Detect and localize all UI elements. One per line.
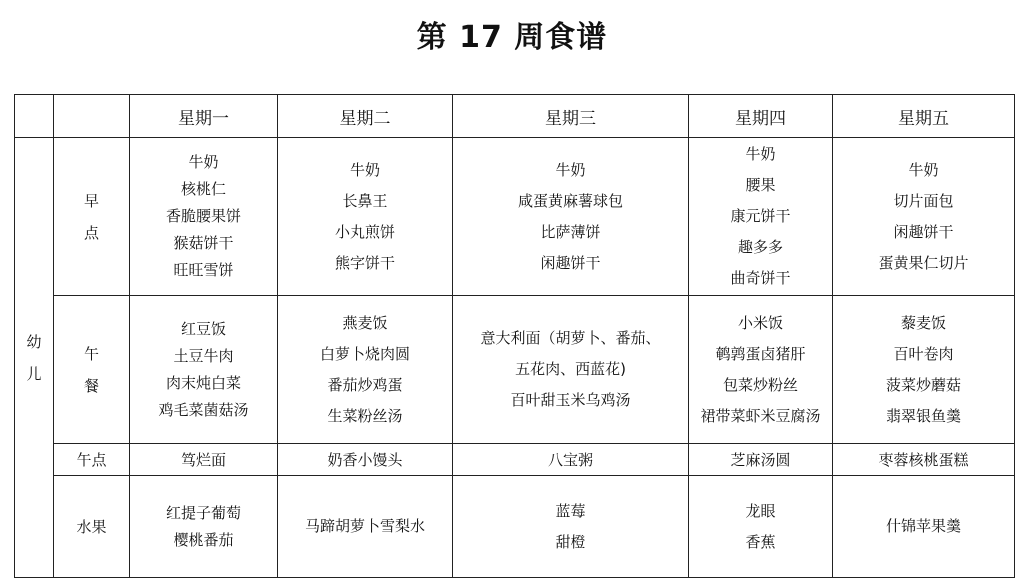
menu-item: 藜麦饭 xyxy=(900,313,946,332)
menu-cell xyxy=(833,296,1015,444)
day-header: 星期一 xyxy=(130,95,278,138)
menu-item: 甜橙 xyxy=(555,532,586,551)
menu-item: 菠菜炒蘑菇 xyxy=(885,375,961,394)
menu-cell xyxy=(833,138,1015,296)
menu-item: 包菜炒粉丝 xyxy=(722,375,798,394)
menu-cell: 枣蓉核桃蛋糕 xyxy=(833,444,1015,476)
day-header: 星期五 xyxy=(833,95,1015,138)
meal-label-cell xyxy=(54,296,130,444)
menu-cell: 八宝粥 xyxy=(453,444,689,476)
menu-cell xyxy=(453,138,689,296)
menu-cell xyxy=(453,476,689,578)
menu-cell: 奶香小馒头 xyxy=(278,444,453,476)
menu-item: 香脆腰果饼 xyxy=(165,207,241,225)
corner-cell xyxy=(15,95,54,138)
day-header: 星期四 xyxy=(689,95,833,138)
meal-label: 早 xyxy=(83,191,99,210)
menu-item: 生菜粉丝汤 xyxy=(327,406,403,425)
menu-item: 蓝莓 xyxy=(555,501,586,520)
menu-cell xyxy=(278,476,453,578)
menu-cell xyxy=(130,296,278,444)
snack-row xyxy=(15,444,1015,476)
menu-item: 番茄炒鸡蛋 xyxy=(327,375,403,394)
menu-item: 猴菇饼干 xyxy=(173,234,234,252)
meal-label-cell xyxy=(54,138,130,296)
menu-item: 比萨薄饼 xyxy=(540,222,601,241)
menu-item: 马蹄胡萝卜雪梨水 xyxy=(304,517,425,535)
group-cell xyxy=(15,138,54,578)
day-header: 星期三 xyxy=(453,95,689,138)
menu-item: 樱桃番茄 xyxy=(173,530,234,549)
menu-item: 腰果 xyxy=(745,176,776,194)
menu-cell xyxy=(833,476,1015,578)
group-label: 儿 xyxy=(26,364,42,383)
menu-item: 蛋黄果仁切片 xyxy=(878,253,969,272)
menu-item: 白萝卜烧肉圆 xyxy=(319,344,410,363)
menu-item: 肉末炖白菜 xyxy=(165,373,241,392)
menu-item: 牛奶 xyxy=(555,160,586,179)
menu-item: 切片面包 xyxy=(893,191,954,210)
fruit-row xyxy=(15,476,1015,578)
menu-cell xyxy=(689,296,833,444)
meal-label: 午 xyxy=(83,344,99,363)
menu-item: 曲奇饼干 xyxy=(730,269,791,287)
corner-cell xyxy=(54,95,130,138)
menu-item: 小丸煎饼 xyxy=(334,222,395,241)
menu-item: 咸蛋黄麻薯球包 xyxy=(517,191,623,210)
meal-label: 点 xyxy=(83,223,99,242)
menu-item: 牛奶 xyxy=(349,160,380,179)
menu-item: 康元饼干 xyxy=(730,207,791,225)
lunch-row xyxy=(15,296,1015,444)
menu-cell xyxy=(278,138,453,296)
menu-item: 龙眼 xyxy=(745,501,776,520)
menu-cell: 笃烂面 xyxy=(130,444,278,476)
menu-item: 核桃仁 xyxy=(180,180,226,198)
meal-label-cell: 午点 xyxy=(54,444,130,476)
menu-item: 五花肉、西蓝花) xyxy=(515,360,626,378)
meal-label: 餐 xyxy=(83,376,99,395)
menu-item: 意大利面（胡萝卜、番茄、 xyxy=(480,329,661,347)
menu-cell xyxy=(130,476,278,578)
menu-item: 百叶甜玉米乌鸡汤 xyxy=(510,391,631,409)
menu-item: 鹌鹑蛋卤猪肝 xyxy=(715,344,806,363)
menu-item: 裙带菜虾米豆腐汤 xyxy=(700,406,821,425)
menu-table xyxy=(14,94,1015,578)
meal-label-cell: 水果 xyxy=(54,476,130,578)
page-title: 第 17 周食谱 xyxy=(416,20,608,55)
menu-item: 旺旺雪饼 xyxy=(173,261,234,279)
menu-cell xyxy=(278,296,453,444)
menu-cell xyxy=(130,138,278,296)
menu-cell xyxy=(453,296,689,444)
menu-item: 趣多多 xyxy=(737,238,783,256)
group-label: 幼 xyxy=(26,332,42,351)
menu-item: 牛奶 xyxy=(188,153,219,171)
menu-item: 熊字饼干 xyxy=(334,253,395,272)
menu-item: 燕麦饭 xyxy=(342,313,388,332)
menu-item: 牛奶 xyxy=(908,160,939,179)
day-header: 星期二 xyxy=(278,95,453,138)
menu-item: 翡翠银鱼羹 xyxy=(885,406,961,425)
menu-cell xyxy=(689,138,833,296)
menu-item: 闲趣饼干 xyxy=(893,222,954,241)
menu-item: 什锦苹果羹 xyxy=(885,517,961,535)
breakfast-row xyxy=(15,138,1015,296)
menu-cell: 芝麻汤圆 xyxy=(689,444,833,476)
menu-item: 鸡毛菜菌菇汤 xyxy=(158,400,249,419)
menu-cell xyxy=(689,476,833,578)
menu-item: 红提子葡萄 xyxy=(165,503,241,522)
menu-item: 香蕉 xyxy=(745,532,776,551)
menu-item: 长鼻王 xyxy=(342,191,388,210)
header-row xyxy=(15,95,1015,138)
menu-item: 牛奶 xyxy=(745,145,776,163)
menu-item: 土豆牛肉 xyxy=(173,346,234,365)
menu-item: 红豆饭 xyxy=(180,319,226,338)
menu-item: 百叶卷肉 xyxy=(893,344,954,363)
menu-item: 小米饭 xyxy=(737,313,783,332)
menu-item: 闲趣饼干 xyxy=(540,253,601,272)
